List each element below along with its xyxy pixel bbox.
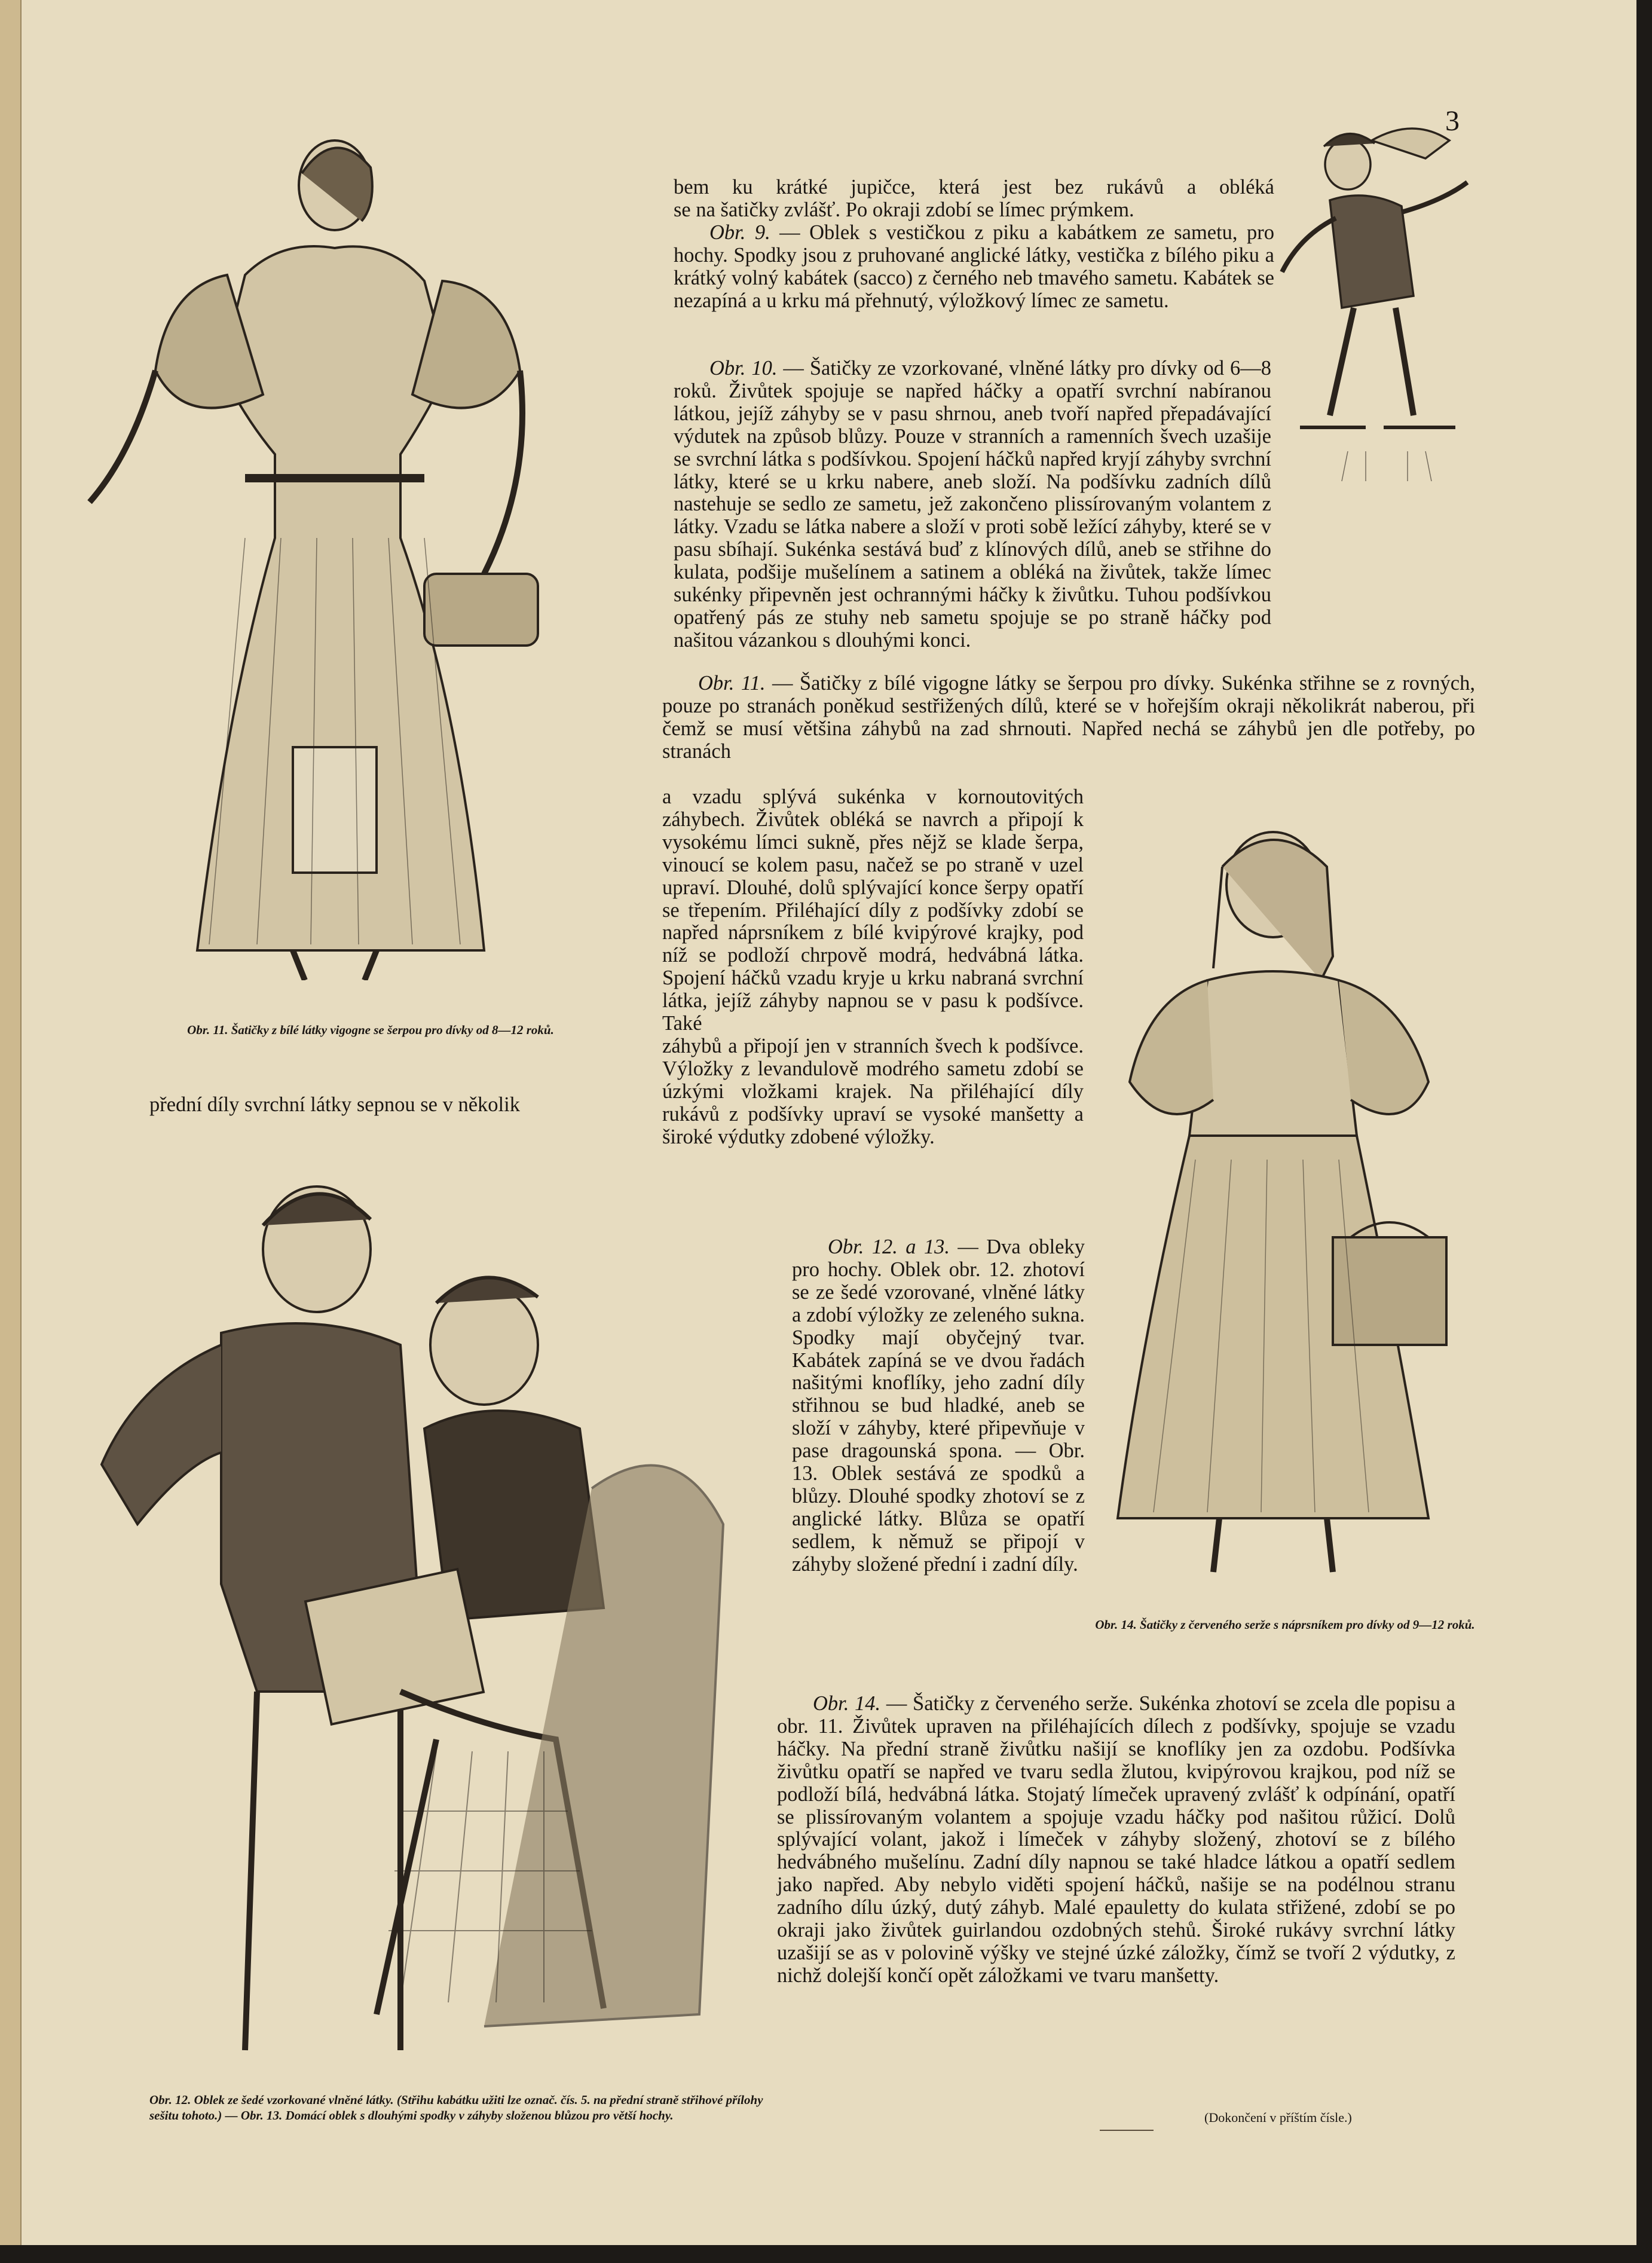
obr14-label: Obr. 14. (813, 1692, 881, 1715)
caption-fig14: Obr. 14. Šatičky z červeného serže s náprsníkem pro dívky od 9—12 roků. (1095, 1617, 1475, 1632)
text-left-line (149, 1094, 634, 1117)
paragraph-obr9 (674, 222, 1274, 313)
illustration-girl-dress-fig11 (66, 120, 604, 980)
page-bottom-edge (0, 2245, 1652, 2263)
text-column-narrow (662, 786, 1084, 1149)
left-line-text: přední díly svrchní látky sepnou se v několik (149, 1093, 520, 1116)
obr9-label: Obr. 9. (709, 221, 770, 244)
obr10-label: Obr. 10. (709, 357, 778, 380)
closing-rule (1100, 2130, 1154, 2131)
page-binding-edge (0, 0, 22, 2263)
text-column-obr14 (777, 1693, 1455, 1987)
paragraph-obr12-13 (792, 1236, 1085, 1576)
illustration-girl-fig14 (1094, 801, 1476, 1590)
intro-line-1: bem ku krátké jupičce, která jest bez rukávů a obléká (674, 176, 1274, 198)
obr9-text: — Oblek s vestičkou z piku a kabátkem ze sametu, pro hochy. Spodky jsou z pruhované anglické látky, vestička z bílého piku a krátký volný kabátek (sacco) z černého neb tmavého sametu. Kabátek se nezapíná a u krku má přehnutý, výložkový límec ze sametu. (674, 221, 1274, 312)
text-column-upper (674, 176, 1274, 312)
obr10-text: — Šatičky ze vzorkované, vlněné látky pro dívky od 6—8 roků. Živůtek spojuje se napřed háčky a opatří svrchní nabíranou látkou, jejíž záhyby se v pasu shrnou, aneb tvoří napřed přepadávající výdutek na způsob blůzy. Pouze v stranních a ramenních švech uzašije se svrchní látka s podšívkou. Spojení háčků napřed kryjí záhyby svrchní látky, které se u krku nabere, aneb složí. Na podšívku zadních dílů nastehuje se sedlo ze sametu, jež zakončeno plissírovaným volantem z látky. Vzadu se látka nabere a složí v proti sobě ležící záhyby, které se v pasu sbíhají. Sukénka sestává buď z klínových dílů, aneb se střihne do kulata, podšije mušelínem a satinem a obléká na živůtek, takže límec sukénky připevněn jest ochrannými háčky k živůtku. Tuhou podšívkou opatřený pás ze stuhy neb sametu spojuje se po straně háčky pod našitou vázankou s dlouhými konci. (674, 357, 1271, 652)
text-column-middle (674, 357, 1271, 652)
obr11-text: — Šatičky z bílé vigogne látky se šerpou pro dívky. Sukénka střihne se z rovných, pouze po stranách poněkud sestřižených dílů, které se v hořejším okraji několikrát naberou, při čemž se musí většina záhybů na zad shrnouti. Napřed nechá se záhybů jen dle potřeby, po stranách (662, 672, 1475, 763)
intro-line-2: se na šatičky zvlášť. Po okraji zdobí se límec prýmkem. (674, 198, 1134, 221)
closing-note: (Dokončení v příštím čísle.) (1204, 2110, 1352, 2125)
caption-fig12-13: Obr. 12. Oblek ze šedé vzorkované vlněné látky. (Střihu kabátku užiti lze označ. čís. 5. na přední straně střihové přílohy sešitu tohoto.) — Obr. 13. Domácí oblek s dlouhými spodky v záhyby složenou blůzou pro větší hochy. (149, 2093, 763, 2123)
caption-fig11: Obr. 11. Šatičky z bílé látky vigogne se šerpou pro dívky od 8—12 roků. (187, 1023, 554, 1037)
page-number: 3 (1445, 105, 1460, 137)
obr14-text: — Šatičky z červeného serže. Sukénka zhotoví se zcela dle popisu a obr. 11. Živůtek upraven na přiléhajících dílech z podšívky, spojuje se vzadu háčky. Na přední straně živůtku našijí se knoflíky jen za ozdobu. Podšívka živůtku opatří se napřed ve tvaru sedla žlutou, kvipýrovou krajkou, pod níž se podloží bílá, hedvábná látka. Stojatý límeček upravený zvlášť k odpínání, opatří se plissírovaným volantem a spojuje vzadu háčky pod našitou růžicí. Dolů splývající volant, jakož i límeček v záhyby složený, zhotoví se z bílého hedvábného mušelínu. Zadní díly napnou se také hladce látkou a opatří sedlem jako napřed. Aby nebylo viděti spojení háčků, našije se na podélnou stranu zadního dílu úzký, dutý záhyb. Malé epauletty do kulata střižené, zdobí se po okraji jako živůtek guirlandou ozdobných stehů. Široké rukávy svrchní látky uzašijí se as v polovině výšky ve stejné úzké záložky, čímž se tvoří 2 výdutky, z nichž dolejší končí opět záložkami ve tvaru manšetty. (777, 1692, 1456, 1987)
text-column-obr12-13 (792, 1236, 1085, 1576)
page-right-edge (1636, 0, 1652, 2263)
paragraph-obr11 (662, 672, 1475, 763)
paragraph-obr10 (674, 357, 1271, 652)
obr12-13-label: Obr. 12. a 13. (828, 1236, 950, 1258)
illustration-two-boys-fig12-13 (66, 1154, 747, 2086)
text-column-wide (662, 672, 1475, 763)
illustration-boy-skating-fig9 (1276, 117, 1479, 487)
obr12-13-text: — Dva obleky pro hochy. Oblek obr. 12. zhotoví se ze šedé vzorované, vlněné látky a zdobí výložky ze zeleného sukna. Spodky mají obyčejný tvar. Kabátek zapíná se ve dvou řadách našitými knoflíky, jeho zadní díly střihnou se bud hladké, aneb se složí v záhyby, které připevňuje v pase dragounská spona. — Obr. 13. Oblek sestává ze spodků a blůzy. Dlouhé spodky zhotoví se z anglické látky. Blůza se opatří sedlem, k němuž se připojí v záhyby složené přední i zadní díly. (792, 1236, 1085, 1576)
paragraph-obr14 (777, 1693, 1455, 1987)
narrow-text: a vzadu splývá sukénka v kornoutovitých záhybech. Živůtek obléká se navrch a připojí k vysokému límci sukně, přes nějž se klade šerpa, vinoucí se kolem pasu, načež se po straně v uzel upraví. Dlouhé, dolů splývající konce šerpy opatří se třepením. Přiléhající díly z podšívky zdobí se napřed náprsníkem z bílé kvipýrové krajky, pod níž se podloží chrpově modrá, hedvábná látka. Spojení háčků vzadu kryje u krku nabraná svrchní látka, jejíž záhyby napnou se v pasu k podšívce. Také (662, 785, 1084, 1035)
obr11-label: Obr. 11. (698, 672, 766, 695)
narrow-text-2: záhybů a připojí jen v stranních švech k podšívce. Výložky z levandulově modrého sametu zdobí se úzkými vložkami krajek. Na přiléhající díly rukávů z podšívky upraví se vysoké manšetty a široké výdutky zdobené výložky. (662, 1034, 1084, 1148)
